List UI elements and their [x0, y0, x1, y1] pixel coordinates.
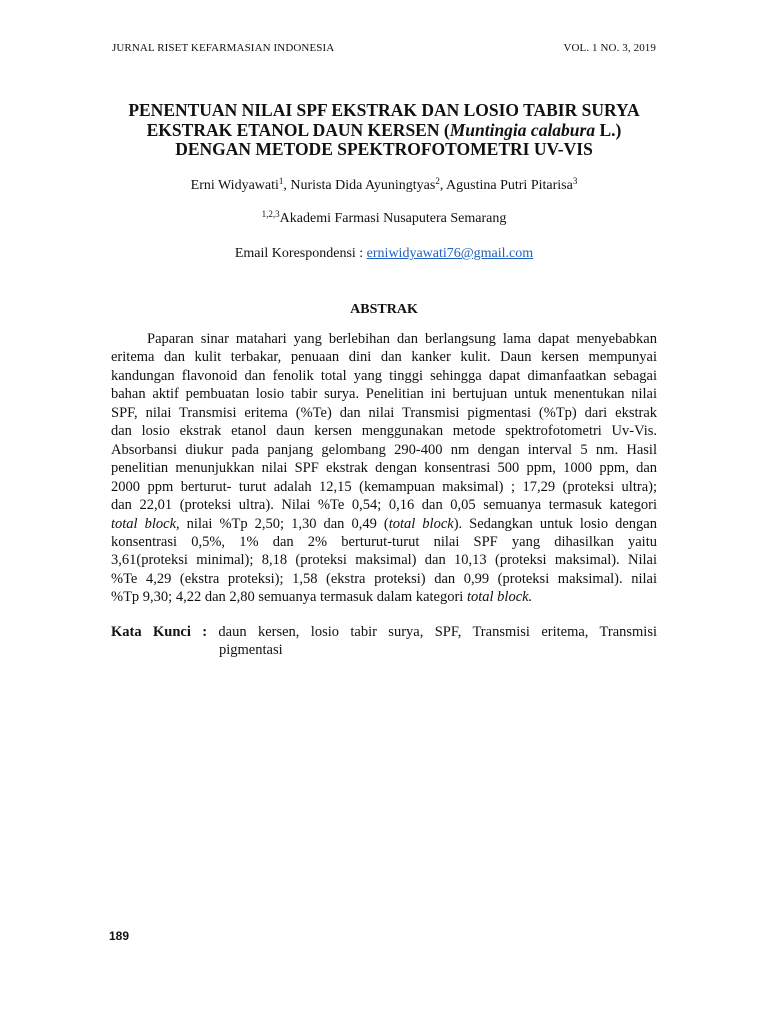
paper-title — [100, 101, 668, 160]
journal-name: JURNAL RISET KEFARMASIAN INDONESIA — [112, 42, 335, 54]
abstract-line: dan losio ekstrak etanol daun kersen menggunakan metode spektrofotometri Uv-Vis. — [111, 423, 657, 440]
abstract-text: %Tp 9,30; 4,22 dan 2,80 semuanya termasuk dalam kategori — [111, 589, 467, 606]
abstract-line: 3,61(proteksi minimal); 8,18 (proteksi maksimal) dan 10,13 (proteksi maksimal). Nilai — [111, 552, 657, 569]
author-name: Erni Widyawati — [190, 178, 279, 193]
title-line-2-text: EKSTRAK ETANOL DAUN KERSEN ( — [146, 119, 450, 140]
keywords-label: Kata Kunci : — [111, 624, 208, 640]
abstract-italic: total block. — [466, 589, 533, 606]
abstract-italic: total block — [388, 515, 454, 532]
author-list — [100, 178, 668, 194]
abstract-line: penelitian menunjukkan nilai SPF ekstrak dengan konsentrasi 500 ppm, 1000 ppm, dan — [111, 460, 657, 477]
abstract-line: bahan aktif pembuatan losio tabir surya. Penelitian ini bertujuan untuk menentukan nilai — [111, 386, 657, 403]
page-number: 189 — [109, 929, 130, 943]
affiliation-name: Akademi Farmasi Nusaputera Semarang — [279, 211, 507, 226]
title-line-1: PENENTUAN NILAI SPF EKSTRAK DAN LOSIO TABIR SURYA — [128, 100, 640, 120]
abstract-line: kandungan flavonoid dan fenolik total yang tinggi sehingga dapat dimanfaatkan sebagai — [111, 367, 657, 384]
abstract-heading: ABSTRAK — [350, 302, 418, 317]
author-name: Agustina Putri Pitarisa — [446, 178, 573, 193]
abstract-line: SPF, nilai Transmisi eritema (%Te) dan nilai Transmisi pigmentasi (%Tp) dari ekstrak — [111, 404, 657, 421]
author-affiliation-mark: 3 — [572, 176, 578, 186]
abstract-line: %Te 4,29 (ekstra proteksi); 1,58 (ekstra proteksi) dan 0,99 (proteksi maksimal). nilai — [111, 570, 657, 587]
abstract-italic: total block — [111, 515, 177, 532]
abstract-text: , nilai %Tp 2,50; 1,30 dan 0,49 ( — [176, 515, 389, 532]
title-line-2 — [100, 121, 668, 141]
abstract-line: 2000 ppm berturut- turut adalah 12,15 (kemampuan maksimal) ; 17,29 (proteksi ultra); — [111, 478, 657, 495]
correspondence-email — [100, 246, 668, 262]
title-line-3: DENGAN METODE SPEKTROFOTOMETRI UV-VIS — [175, 139, 593, 159]
keywords-text: daun kersen, losio tabir surya, SPF, Transmisi eritema, Transmisi — [207, 624, 657, 640]
abstract-line: konsentrasi 0,5%, 1% dan 2% berturut-turut nilai SPF yang dihasilkan yaitu — [111, 533, 657, 550]
keywords — [111, 623, 657, 660]
author-separator: , — [439, 178, 447, 193]
abstract-line: Paparan sinar matahari yang berlebihan dan berlangsung lama dapat menyebabkan — [147, 331, 657, 347]
affiliation-mark: 1,2,3 — [261, 209, 280, 219]
title-line-2-suffix: L.) — [595, 119, 622, 140]
email-link[interactable]: erniwidyawati76@gmail.com — [366, 246, 534, 261]
author-affiliation-mark: 1 — [278, 176, 284, 186]
author-name: Nurista Dida Ayuningtyas — [290, 178, 436, 193]
author-affiliation-mark: 2 — [435, 176, 440, 186]
species-name: Muntingia calabura — [449, 119, 596, 140]
abstract-line: eritema dan kulit terbakar, penuaan dini dan kanker kulit. Daun kersen mempunyai — [111, 349, 657, 366]
abstract-line — [111, 515, 657, 533]
abstract-line: dan 22,01 (proteksi ultra). Nilai %Te 0,54; 0,16 dan 0,05 semuanya termasuk kategori — [111, 497, 657, 514]
affiliation — [100, 211, 668, 227]
abstract-line — [111, 588, 657, 606]
keywords-line — [111, 623, 657, 641]
email-label: Email Korespondensi : — [234, 246, 367, 261]
abstract-line: Absorbansi diukur pada panjang gelombang 290-400 nm dengan interval 5 nm. Hasil — [111, 441, 657, 458]
abstract-text: ). Sedangkan untuk losio dengan — [453, 515, 657, 532]
author-separator: , — [283, 178, 291, 193]
keywords-line: pigmentasi — [219, 642, 283, 659]
journal-volume: VOL. 1 NO. 3, 2019 — [563, 42, 656, 54]
abstract-body — [111, 330, 657, 607]
